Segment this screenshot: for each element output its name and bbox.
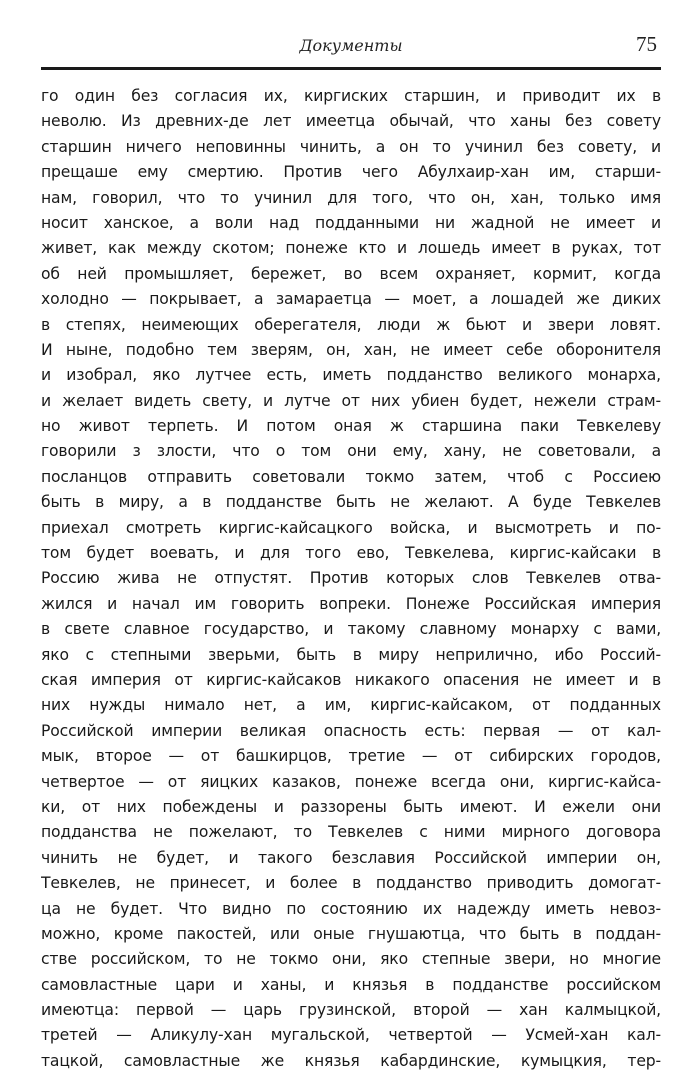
page-header: [41, 34, 661, 64]
text-line: в степях, неимеющих оберегателя, люди ж бьют и звери ловят.: [41, 315, 661, 334]
text-line: ки, от них побеждены и раззорены быть имеют. И ежели они: [41, 797, 661, 816]
text-line: можно, кроме пакостей, или оные гнушаютца, что быть в поддан-: [41, 924, 661, 943]
text-line: самовластные цари и ханы, и князья в подданстве российском: [41, 975, 661, 994]
text-line: холодно — покрывает, а замараетца — моет, а лошадей же диких: [41, 290, 661, 309]
text-line: Тевкелев, не принесет, и более в подданство приводить домогат-: [41, 874, 661, 893]
text-line: Россию жива не отпустят. Против которых слов Тевкелев отва-: [41, 569, 661, 588]
header-rule: [41, 67, 661, 70]
text-line: носит ханское, а воли над подданными ни жадной не имеет и: [41, 213, 661, 232]
text-line: стве российском, то не токмо они, яко степные звери, но многие: [41, 950, 661, 969]
page-number: 75: [636, 32, 657, 56]
document-page: [41, 0, 661, 1070]
text-line: подданства не пожелают, то Тевкелев с ними мирного договора: [41, 823, 661, 842]
text-line: чинить не будет, и такого безславия Российской империи он,: [41, 848, 661, 867]
text-line: быть в миру, а в подданстве быть не желают. А буде Тевкелев: [41, 493, 661, 512]
text-line: имеютца: первой — царь грузинской, второй — хан калмыцкой,: [41, 1001, 661, 1020]
text-line: об ней промышляет, бережет, во всем охраняет, кормит, когда: [41, 264, 661, 283]
text-line: старшин ничего неповинны чинить, а он то учинил без совету, и: [41, 137, 661, 156]
text-line: четвертое — от яицких казаков, понеже всегда они, киргис-кайса-: [41, 772, 661, 791]
text-line: го один без согласия их, киргиских старшин, и приводит их в: [41, 87, 661, 105]
running-title: Документы: [299, 36, 403, 55]
text-line: ская империя от киргис-кайсаков никакого опасения не имеет и в: [41, 670, 661, 689]
text-line: ца не будет. Что видно по состоянию их надежду иметь невоз-: [41, 899, 661, 918]
text-line: приехал смотреть киргис-кайсацкого войска, и высмотреть и по-: [41, 518, 661, 537]
text-line: прещаше ему смертию. Против чего Абулхаир-хан им, старши-: [41, 163, 661, 182]
text-line: тацкой, самовластные же князья кабардинские, кумыцкия, тер-: [41, 1051, 661, 1070]
body-text: [41, 84, 661, 1074]
text-line: живет, как между скотом; понеже кто и лошедь имеет в руках, тот: [41, 239, 661, 258]
text-line: И ныне, подобно тем зверям, он, хан, не имеет себе оборонителя: [41, 340, 661, 359]
text-line: но живот терпеть. И потом оная ж старшина паки Тевкелеву: [41, 417, 661, 436]
text-line: нам, говорил, что то учинил для того, что он, хан, только имя: [41, 188, 661, 207]
text-line: жился и начал им говорить вопреки. Понеже Российская империя: [41, 594, 661, 613]
text-line: и изобрал, яко лутчее есть, иметь подданство великого монарха,: [41, 366, 661, 385]
text-line: и желает видеть свету, и лутче от них убиен будет, нежели страм-: [41, 391, 661, 410]
text-line: мык, второе — от башкирцов, третие — от сибирских городов,: [41, 747, 661, 766]
text-line: них нужды нимало нет, а им, киргис-кайсаком, от подданных: [41, 696, 661, 715]
text-line: говорили з злости, что о том они ему, хану, не советовали, а: [41, 442, 661, 461]
text-line: том будет воевать, и для того ево, Тевкелева, киргис-кайсаки в: [41, 544, 661, 563]
text-line: в свете славное государство, и такому славному монарху с вами,: [41, 620, 661, 639]
text-line: Российской империи великая опасность есть: первая — от кал-: [41, 721, 661, 740]
text-line: третей — Аликулу-хан мугальской, четвертой — Усмей-хан кал-: [41, 1026, 661, 1045]
text-line: яко с степными зверьми, быть в миру неприлично, ибо Россий-: [41, 645, 661, 664]
text-line: неволю. Из древних-де лет имеетца обычай, что ханы без совету: [41, 112, 661, 131]
text-line: посланцов отправить советовали токмо затем, чтоб с Россиею: [41, 467, 661, 486]
